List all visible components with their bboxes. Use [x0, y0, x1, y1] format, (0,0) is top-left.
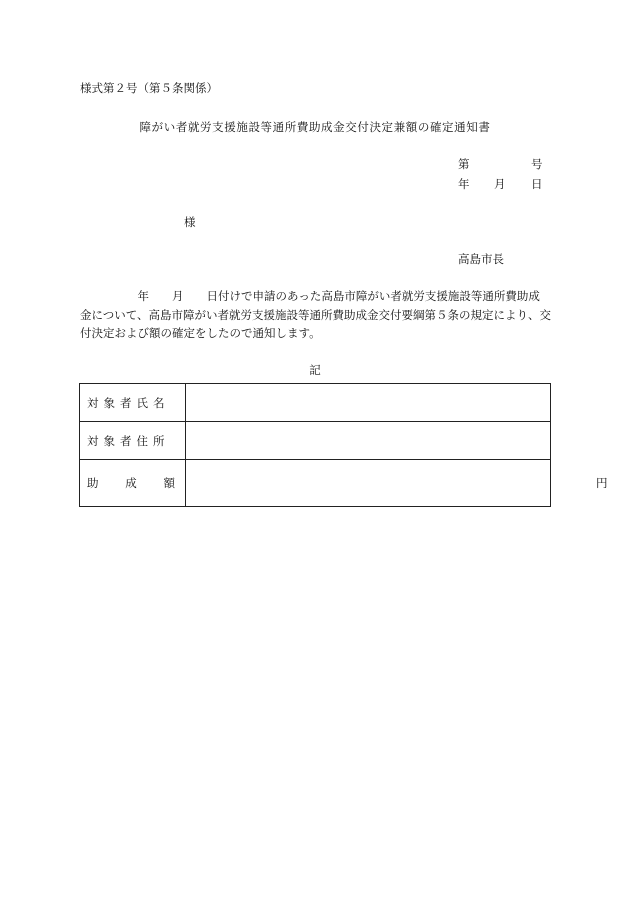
label-char: 額	[163, 476, 175, 490]
label-char: 成	[125, 476, 137, 490]
addressee-honorific: 様	[184, 215, 196, 229]
doc-number-prefix: 第	[458, 157, 470, 171]
info-table	[79, 383, 608, 507]
body-text-line: 金について、高島市障がい者就労支援施設等通所費助成金交付要綱第５条の規定により、交	[80, 308, 552, 322]
recipient-name-label: 対象者氏名	[80, 384, 186, 422]
subsidy-amount-label	[80, 460, 186, 507]
table-row	[80, 422, 551, 460]
table-row	[80, 460, 551, 507]
body-text-line: 年 月 日付けで申請のあった高島市障がい者就労支援施設等通所費助成	[80, 289, 540, 303]
subsidy-amount-value	[186, 460, 608, 507]
date-day: 日	[531, 177, 543, 191]
recipient-address-label: 対象者住所	[80, 422, 186, 460]
sender-name: 高島市長	[458, 252, 504, 266]
body-text-line: 付決定および額の確定をしたので通知します。	[80, 326, 321, 340]
ki-heading: 記	[309, 363, 321, 377]
date-month: 月	[494, 177, 506, 191]
document-title: 障がい者就労支援施設等通所費助成金交付決定兼額の確定通知書	[139, 120, 491, 134]
date-year: 年	[458, 177, 470, 191]
recipient-address-value	[186, 422, 551, 460]
yen-unit: 円	[596, 476, 608, 490]
label-char: 助	[87, 476, 99, 490]
recipient-name-value	[186, 384, 551, 422]
doc-number-suffix: 号	[531, 157, 543, 171]
table-row	[80, 384, 551, 422]
form-label: 様式第２号（第５条関係）	[80, 81, 218, 95]
